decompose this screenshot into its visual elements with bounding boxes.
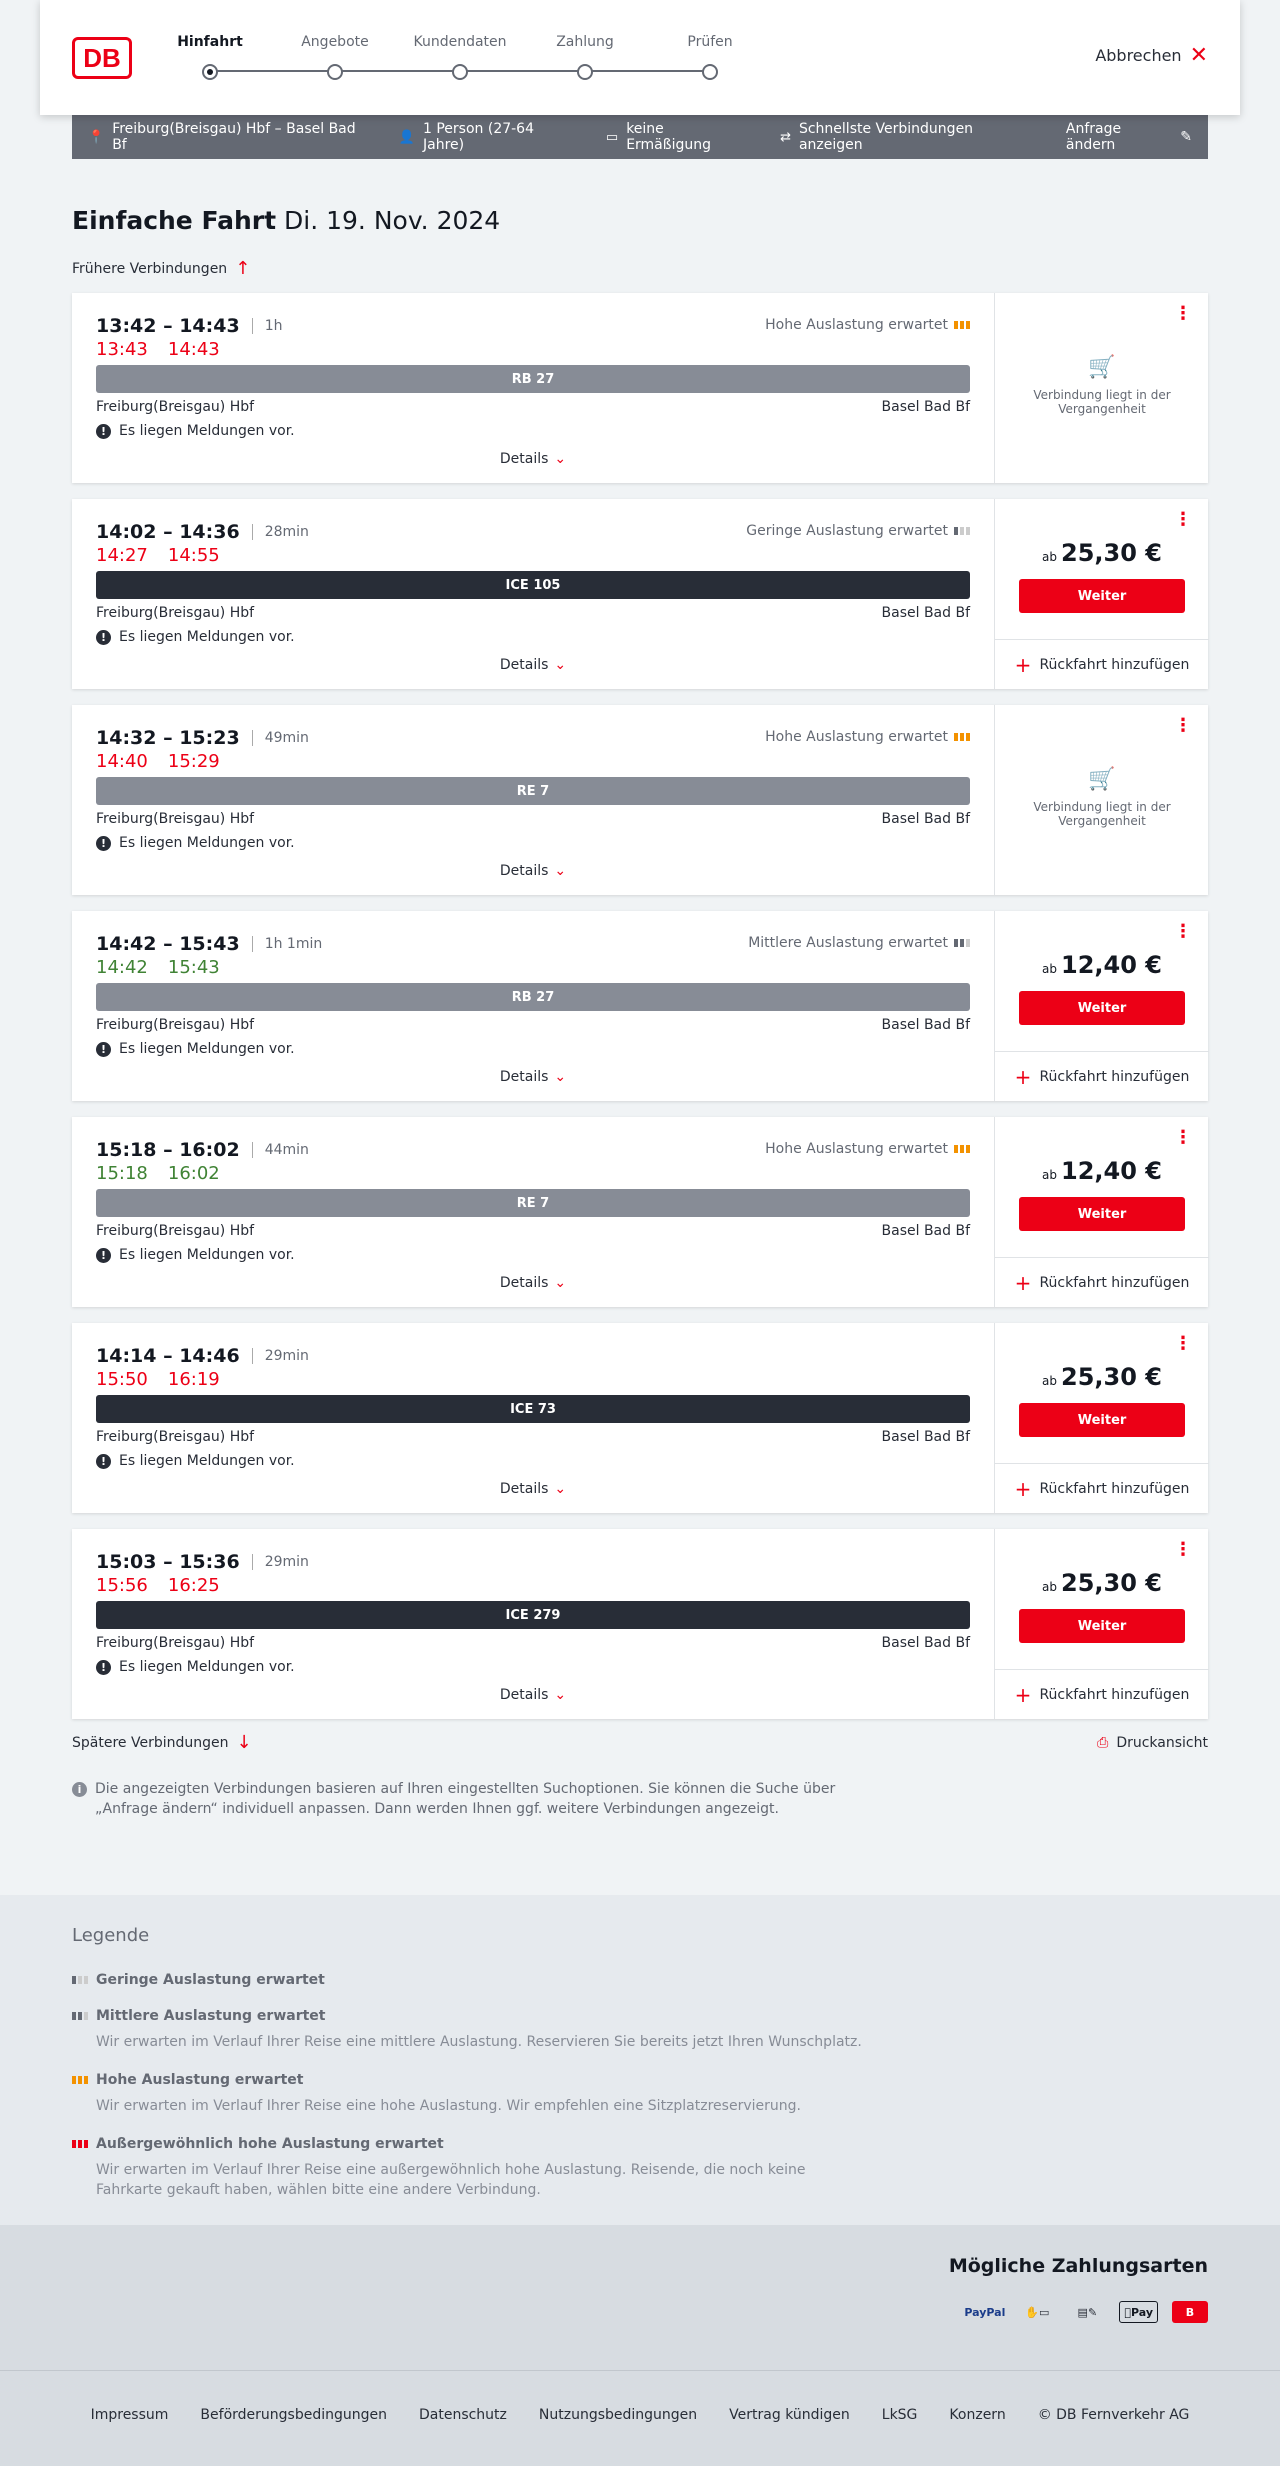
step-label: Prüfen [687, 34, 733, 50]
train-bar: RE 7 [96, 777, 970, 805]
legend-item-desc: Wir erwarten im Verlauf Ihrer Reise eine außergewöhnlich hohe Auslastung. Reisende, die noch keine Fahrkarte gekauft haben, wählen bitte eine andere Verbindung. [96, 2162, 806, 2198]
past-connection-label: Verbindung liegt in der Vergangenheit [1033, 800, 1171, 828]
connection-times [96, 933, 322, 955]
print-view-link[interactable] [1097, 1735, 1208, 1751]
notice [96, 1041, 295, 1057]
connection-list [72, 293, 1208, 1719]
location-pin-icon: 📍 [88, 129, 105, 145]
legend-item-desc: Wir erwarten im Verlauf Ihrer Reise eine mittlere Auslastung. Reservieren Sie bereits jetzt Ihren Wunschplatz. [96, 2034, 862, 2050]
step-dot [452, 64, 468, 80]
payment-title: Mögliche Zahlungsarten [948, 2255, 1208, 2277]
separator [252, 1142, 253, 1158]
bahncard-icon: ▭ [605, 129, 619, 145]
separator [252, 1554, 253, 1570]
separator [252, 1348, 253, 1364]
cart-clock-icon: 🛒 [1088, 767, 1116, 792]
details-label: Details [499, 1275, 549, 1291]
separator [252, 318, 253, 334]
apple-pay-icon [1119, 2301, 1158, 2323]
price [995, 1157, 1209, 1185]
arrow-down-icon: ↓ [236, 1732, 252, 1753]
plus-icon: + [1014, 1270, 1032, 1295]
connection-card[interactable] [72, 499, 1208, 689]
duration: 44min [264, 1142, 309, 1158]
earlier-connections-link[interactable] [72, 260, 1208, 278]
change-request-button[interactable] [1066, 121, 1192, 153]
continue-button[interactable]: Weiter [1019, 579, 1185, 613]
occupancy-extreme-icon [72, 2140, 88, 2148]
chevron-down-icon: ⌄ [554, 657, 567, 673]
price-value: 12,40 € [1061, 951, 1162, 979]
departure-station: Freiburg(Breisgau) Hbf [96, 1429, 255, 1445]
occupancy-icon [954, 321, 970, 329]
details-label: Details [499, 1069, 549, 1085]
notice-text: Es liegen Meldungen vor. [119, 1041, 295, 1057]
price-value: 12,40 € [1061, 1157, 1162, 1185]
details-label: Details [499, 863, 549, 879]
plus-icon: + [1014, 652, 1032, 677]
realtime-arrival: 16:02 [167, 1163, 220, 1184]
swap-arrows-icon: ⇄ [780, 129, 791, 145]
connection-card[interactable] [72, 705, 1208, 895]
legend-item-title: Hohe Auslastung erwartet [96, 2072, 304, 2088]
price [995, 1363, 1209, 1391]
price-value: 25,30 € [1061, 539, 1162, 567]
legend-item-title: Mittlere Auslastung erwartet [96, 2008, 326, 2024]
price-prefix: ab [1042, 1168, 1057, 1182]
train-bar: RB 27 [96, 983, 970, 1011]
train-bar: ICE 279 [96, 1601, 970, 1629]
db-bonus-icon: B [1172, 2301, 1208, 2323]
cancel-label: Abbrechen [1095, 46, 1182, 65]
add-return-label: Rückfahrt hinzufügen [1039, 1480, 1190, 1497]
occupancy-label: Mittlere Auslastung erwartet [748, 935, 948, 951]
chevron-down-icon: ⌄ [554, 451, 567, 467]
more-options-icon[interactable]: ⋮ [1174, 303, 1192, 324]
scheduled-times: 14:02 – 14:36 [96, 521, 240, 543]
legend-title: Legende [72, 1925, 150, 1946]
past-connection-note [995, 355, 1209, 416]
step-pruefen[interactable] [655, 34, 765, 80]
notice [96, 835, 295, 851]
legend-section [0, 1895, 1280, 2225]
add-return-trip-button[interactable] [995, 1257, 1209, 1307]
progress-steps [170, 34, 770, 84]
notice [96, 629, 295, 645]
legend-item-extreme [72, 2136, 872, 2200]
past-connection-label: Verbindung liegt in der Vergangenheit [1033, 388, 1171, 416]
occupancy-icon [954, 733, 970, 741]
realtime-arrival: 14:43 [167, 339, 220, 360]
discount-text: keine Ermäßigung [626, 121, 711, 153]
arrival-station: Basel Bad Bf [881, 1223, 970, 1239]
more-options-icon[interactable]: ⋮ [1174, 1539, 1192, 1560]
cart-clock-icon: 🛒 [1088, 355, 1116, 380]
notice [96, 1453, 295, 1469]
paypal-icon: PayPal [964, 2305, 1006, 2319]
realtime-times [96, 339, 220, 360]
sepa-icon: ▤✎ [1077, 2305, 1098, 2319]
chevron-down-icon: ⌄ [554, 863, 567, 879]
legend-item-title: Geringe Auslastung erwartet [96, 1972, 325, 1988]
step-dot [702, 64, 718, 80]
legend-item-title: Außergewöhnlich hohe Auslastung erwartet [96, 2136, 444, 2152]
past-connection-note [995, 767, 1209, 828]
notice-text: Es liegen Meldungen vor. [119, 1453, 295, 1469]
exclamation-icon: ! [96, 836, 111, 851]
info-text: Die angezeigten Verbindungen basieren auf Ihren eingestellten Suchoptionen. Sie können die Suche über „Anfrage ändern“ individuell anpassen. Dann werden Ihnen ggf. weitere Verbindungen angezeigt. [95, 1781, 836, 1817]
passenger-text: 1 Person (27-64 Jahre) [423, 121, 534, 153]
footer-link[interactable]: Beförderungsbedingungen [200, 2407, 387, 2423]
earlier-label: Frühere Verbindungen [72, 261, 228, 277]
details-label: Details [499, 657, 549, 673]
notice [96, 1247, 295, 1263]
occupancy-label: Geringe Auslastung erwartet [746, 523, 948, 539]
departure-station: Freiburg(Breisgau) Hbf [96, 605, 255, 621]
details-label: Details [499, 451, 549, 467]
close-icon: ✕ [1189, 42, 1208, 68]
occupancy-icon [954, 939, 970, 947]
page-title [72, 206, 1208, 240]
step-label: Hinfahrt [177, 34, 243, 50]
occupancy-info [765, 729, 970, 745]
exclamation-icon: ! [96, 1042, 111, 1057]
scheduled-times: 15:03 – 15:36 [96, 1551, 240, 1573]
step-hinfahrt[interactable] [155, 34, 265, 80]
step-label: Kundendaten [413, 34, 507, 50]
duration: 29min [264, 1348, 309, 1364]
realtime-arrival: 15:43 [167, 957, 220, 978]
connection-card[interactable] [72, 911, 1208, 1101]
chevron-down-icon: ⌄ [554, 1275, 567, 1291]
continue-button[interactable]: Weiter [1019, 1197, 1185, 1231]
scheduled-times: 14:14 – 14:46 [96, 1345, 240, 1367]
change-request-label: Anfrage ändern [1065, 121, 1122, 153]
exclamation-icon: ! [96, 1454, 111, 1469]
notice-text: Es liegen Meldungen vor. [119, 423, 295, 439]
arrival-station: Basel Bad Bf [881, 1429, 970, 1445]
person-icon: 👤 [398, 129, 415, 145]
price [995, 1569, 1209, 1597]
realtime-arrival: 16:19 [167, 1369, 220, 1390]
occupancy-label: Hohe Auslastung erwartet [765, 317, 948, 333]
departure-station: Freiburg(Breisgau) Hbf [96, 811, 255, 827]
footer-link[interactable]: Nutzungsbedingungen [538, 2407, 698, 2423]
add-return-label: Rückfahrt hinzufügen [1039, 1274, 1190, 1291]
footer-link[interactable]: © DB Fernverkehr AG [1037, 2407, 1190, 2423]
connection-times [96, 1139, 309, 1161]
occupancy-info [765, 1141, 970, 1157]
arrival-station: Basel Bad Bf [881, 1017, 970, 1033]
fastest-summary [780, 121, 1036, 153]
exclamation-icon: ! [96, 630, 111, 645]
notice-text: Es liegen Meldungen vor. [119, 629, 295, 645]
scheduled-times: 13:42 – 14:43 [96, 315, 240, 337]
legend-item-desc: Wir erwarten im Verlauf Ihrer Reise eine hohe Auslastung. Wir empfehlen eine Sitzplatzreservierung. [96, 2098, 801, 2114]
realtime-departure: 14:42 [96, 957, 148, 978]
header [40, 0, 1240, 115]
departure-station: Freiburg(Breisgau) Hbf [96, 1635, 255, 1651]
footer-link[interactable]: Impressum [90, 2407, 169, 2423]
pencil-icon: ✎ [1180, 129, 1193, 145]
occupancy-low-icon [72, 1976, 88, 1984]
more-options-icon[interactable]: ⋮ [1174, 921, 1192, 942]
details-toggle[interactable] [96, 657, 970, 673]
train-bar: RE 7 [96, 1189, 970, 1217]
connection-times [96, 1345, 309, 1367]
offer-panel [994, 499, 1208, 689]
later-connections-link[interactable] [72, 1732, 252, 1753]
train-bar: RB 27 [96, 365, 970, 393]
legend-item-medium [72, 2008, 872, 2052]
trip-type: Einfache Fahrt [72, 206, 277, 235]
realtime-arrival: 14:55 [167, 545, 220, 566]
printer-icon: ⎙ [1097, 1735, 1109, 1751]
offer-panel [994, 1117, 1208, 1307]
pagination-row [72, 1732, 1208, 1759]
footer-link[interactable]: Vertrag kündigen [729, 2407, 850, 2423]
details-toggle[interactable] [96, 1687, 970, 1703]
db-logo[interactable]: DB [72, 37, 132, 79]
offer-panel [994, 1323, 1208, 1513]
footer-link[interactable]: Konzern [949, 2407, 1006, 2423]
occupancy-high-icon [72, 2076, 88, 2084]
duration: 1h 1min [264, 936, 323, 952]
price [995, 951, 1209, 979]
footer-link[interactable]: Datenschutz [418, 2407, 507, 2423]
details-toggle[interactable] [96, 451, 970, 467]
notice [96, 1659, 295, 1675]
step-label: Zahlung [556, 34, 614, 50]
occupancy-medium-icon [72, 2012, 88, 2020]
duration: 1h [264, 318, 283, 334]
add-return-label: Rückfahrt hinzufügen [1039, 1068, 1190, 1085]
offer-panel [994, 705, 1208, 895]
more-options-icon[interactable]: ⋮ [1174, 509, 1192, 530]
price-prefix: ab [1042, 1580, 1057, 1594]
chevron-down-icon: ⌄ [554, 1481, 567, 1497]
realtime-departure: 15:18 [96, 1163, 148, 1184]
separator [252, 936, 253, 952]
arrival-station: Basel Bad Bf [881, 605, 970, 621]
payment-section [0, 2225, 1280, 2370]
add-return-trip-button[interactable] [995, 1051, 1209, 1101]
search-summary-bar [72, 115, 1208, 159]
plus-icon: + [1014, 1476, 1032, 1501]
arrival-station: Basel Bad Bf [881, 1635, 970, 1651]
realtime-arrival: 15:29 [167, 751, 220, 772]
realtime-times [96, 1575, 220, 1596]
duration: 29min [264, 1554, 309, 1570]
realtime-times [96, 957, 220, 978]
notice-text: Es liegen Meldungen vor. [119, 1247, 295, 1263]
realtime-times [96, 1163, 220, 1184]
more-options-icon[interactable]: ⋮ [1174, 1333, 1192, 1354]
continue-button[interactable]: Weiter [1019, 1609, 1185, 1643]
realtime-departure: 15:50 [96, 1369, 148, 1390]
arrival-station: Basel Bad Bf [881, 399, 970, 415]
price [995, 539, 1209, 567]
continue-button[interactable]: Weiter [1019, 991, 1185, 1025]
add-return-trip-button[interactable] [995, 639, 1209, 689]
chevron-down-icon: ⌄ [554, 1687, 567, 1703]
details-toggle[interactable] [96, 1481, 970, 1497]
separator [252, 730, 253, 746]
add-return-trip-button[interactable] [995, 1463, 1209, 1513]
connection-card[interactable] [72, 1117, 1208, 1307]
scheduled-times: 14:32 – 15:23 [96, 727, 240, 749]
realtime-departure: 14:40 [96, 751, 148, 772]
apple-pay-text: Pay [1128, 2305, 1152, 2319]
realtime-times [96, 751, 220, 772]
notice-text: Es liegen Meldungen vor. [119, 835, 295, 851]
departure-station: Freiburg(Breisgau) Hbf [96, 1017, 255, 1033]
footer-links [0, 2407, 1280, 2423]
connection-times [96, 521, 309, 543]
separator [252, 524, 253, 540]
add-return-label: Rückfahrt hinzufügen [1039, 1686, 1190, 1703]
offer-panel [994, 1529, 1208, 1719]
footer-link[interactable]: LkSG [881, 2407, 918, 2423]
trip-date: Di. 19. Nov. 2024 [284, 206, 501, 235]
details-toggle[interactable] [96, 1275, 970, 1291]
step-kundendaten[interactable] [405, 34, 515, 80]
plus-icon: + [1014, 1064, 1032, 1089]
legend-item-low [72, 1972, 872, 1988]
plus-icon: + [1014, 1682, 1032, 1707]
realtime-arrival: 16:25 [167, 1575, 220, 1596]
credit-card-icon: ✋▭ [1025, 2305, 1050, 2319]
occupancy-icon [954, 1145, 970, 1153]
more-options-icon[interactable]: ⋮ [1174, 715, 1192, 736]
add-return-trip-button[interactable] [995, 1669, 1209, 1719]
legend-item-high [72, 2072, 872, 2116]
details-label: Details [499, 1481, 549, 1497]
duration: 28min [264, 524, 309, 540]
realtime-times [96, 1369, 220, 1390]
step-dot [327, 64, 343, 80]
arrow-up-icon: ↑ [235, 258, 251, 279]
passenger-summary [399, 121, 576, 153]
connection-times [96, 727, 309, 749]
exclamation-icon: ! [96, 1248, 111, 1263]
arrival-station: Basel Bad Bf [881, 811, 970, 827]
details-toggle[interactable] [96, 863, 970, 879]
step-dot [202, 64, 218, 80]
later-label: Spätere Verbindungen [72, 1735, 229, 1751]
notice-text: Es liegen Meldungen vor. [119, 1659, 295, 1675]
step-zahlung[interactable] [530, 34, 640, 80]
route-summary [88, 121, 369, 153]
exclamation-icon: ! [96, 424, 111, 439]
main-content [72, 206, 1208, 1819]
occupancy-icon [954, 527, 970, 535]
add-return-label: Rückfahrt hinzufügen [1039, 656, 1190, 673]
info-icon: i [72, 1782, 87, 1797]
payment-icons [964, 2301, 1208, 2323]
exclamation-icon: ! [96, 1660, 111, 1675]
occupancy-label: Hohe Auslastung erwartet [765, 1141, 948, 1157]
chevron-down-icon: ⌄ [554, 1069, 567, 1085]
print-label: Druckansicht [1116, 1735, 1208, 1751]
occupancy-info [748, 935, 970, 951]
realtime-departure: 14:27 [96, 545, 148, 566]
continue-button[interactable]: Weiter [1019, 1403, 1185, 1437]
step-angebote[interactable] [280, 34, 390, 80]
occupancy-info [746, 523, 970, 539]
discount-summary [606, 121, 750, 153]
step-dot [577, 64, 593, 80]
occupancy-label: Hohe Auslastung erwartet [765, 729, 948, 745]
price-value: 25,30 € [1061, 1569, 1162, 1597]
realtime-times [96, 545, 220, 566]
route-text: Freiburg(Breisgau) Hbf – Basel Bad Bf [112, 121, 356, 153]
connection-card[interactable] [72, 1323, 1208, 1513]
connection-times [96, 315, 282, 337]
price-value: 25,30 € [1061, 1363, 1162, 1391]
offer-panel [994, 911, 1208, 1101]
occupancy-info [765, 317, 970, 333]
connection-card[interactable] [72, 1529, 1208, 1719]
connection-card[interactable] [72, 293, 1208, 483]
departure-station: Freiburg(Breisgau) Hbf [96, 1223, 255, 1239]
price-prefix: ab [1042, 550, 1057, 564]
notice [96, 423, 295, 439]
footer [0, 2370, 1280, 2466]
offer-panel [994, 293, 1208, 483]
connection-times [96, 1551, 309, 1573]
realtime-departure: 13:43 [96, 339, 148, 360]
train-bar: ICE 73 [96, 1395, 970, 1423]
departure-station: Freiburg(Breisgau) Hbf [96, 399, 255, 415]
duration: 49min [264, 730, 309, 746]
info-note [72, 1779, 852, 1819]
details-label: Details [499, 1687, 549, 1703]
realtime-departure: 15:56 [96, 1575, 148, 1596]
price-prefix: ab [1042, 1374, 1057, 1388]
details-toggle[interactable] [96, 1069, 970, 1085]
scheduled-times: 14:42 – 15:43 [96, 933, 240, 955]
more-options-icon[interactable]: ⋮ [1174, 1127, 1192, 1148]
step-label: Angebote [301, 34, 369, 50]
cancel-button[interactable] [1095, 42, 1208, 68]
price-prefix: ab [1042, 962, 1057, 976]
scheduled-times: 15:18 – 16:02 [96, 1139, 240, 1161]
fastest-text: Schnellste Verbindungen anzeigen [798, 121, 974, 153]
train-bar: ICE 105 [96, 571, 970, 599]
